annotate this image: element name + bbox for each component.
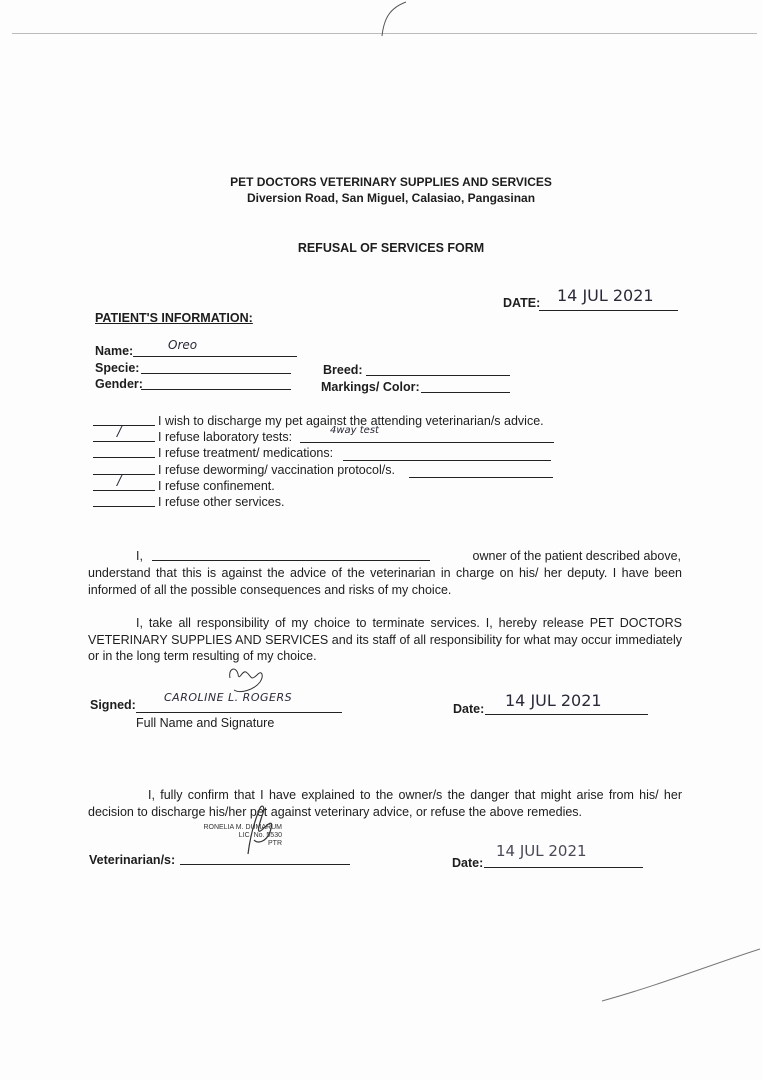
- date-label: DATE:: [503, 296, 541, 310]
- paragraph-3: I, fully confirm that I have explained to the owner/s the danger that might arise from his/ her decision to discharge his/her pet against veterinary advice, or refuse the above remedies.: [88, 788, 682, 819]
- company-address: Diversion Road, San Miguel, Calasiao, Pangasinan: [246, 191, 536, 205]
- option-blank[interactable]: [93, 493, 155, 507]
- name-value: Oreo: [168, 338, 198, 352]
- deworming-detail-field[interactable]: [409, 464, 553, 478]
- markings-label: Markings/ Color:: [321, 380, 420, 394]
- vet-date-value: 14 JUL 2021: [496, 842, 587, 860]
- lab-tests-detail: 4way test: [330, 425, 379, 436]
- option-blank[interactable]: [93, 425, 155, 442]
- paragraph-2: I, take all responsibility of my choice to terminate services. I, hereby release PET DOCTORS VETERINARY SUPPLIES AND SERVICES and its staff of all responsibility for what may occur immediately or in the long term resulting of my choice.: [88, 616, 682, 663]
- check-mark: /: [117, 425, 122, 440]
- option-blank[interactable]: [93, 444, 155, 458]
- owner-date-value: 14 JUL 2021: [505, 691, 602, 710]
- vet-label: Veterinarian/s:: [89, 853, 176, 867]
- vet-date-label: Date:: [452, 856, 484, 870]
- option-text: I refuse treatment/ medications:: [158, 446, 334, 460]
- full-name-caption: Full Name and Signature: [136, 716, 275, 730]
- form-title: REFUSAL OF SERVICES FORM: [297, 241, 485, 255]
- name-label: Name:: [95, 344, 134, 358]
- option-text: I wish to discharge my pet against the attending veterinarian/s advice.: [158, 414, 544, 428]
- check-mark: /: [117, 474, 122, 489]
- owner-name-field[interactable]: [152, 545, 430, 561]
- option-blank[interactable]: [93, 461, 155, 475]
- treatment-detail-field[interactable]: [343, 447, 551, 461]
- vet-date-field[interactable]: [484, 842, 643, 868]
- specie-field[interactable]: [141, 359, 291, 374]
- stamp-license: LIC. No. 5530: [238, 832, 282, 839]
- option-text: I refuse deworming/ vaccination protocol/s.: [158, 463, 395, 477]
- date-value: 14 JUL 2021: [557, 286, 654, 305]
- owner-date-label: Date:: [453, 702, 485, 716]
- owner-date-field[interactable]: [485, 691, 648, 715]
- breed-label: Breed:: [323, 363, 363, 377]
- owner-signature-field[interactable]: [136, 691, 342, 713]
- gender-label: Gender:: [95, 377, 143, 391]
- company-name: PET DOCTORS VETERINARY SUPPLIES AND SERVICES: [230, 175, 552, 189]
- date-field[interactable]: [539, 286, 678, 311]
- name-field[interactable]: [133, 340, 297, 357]
- p1-start: I,: [136, 549, 143, 563]
- option-text: I refuse laboratory tests:: [158, 430, 293, 444]
- scan-mark-bottom: [600, 945, 762, 1005]
- specie-label: Specie:: [95, 361, 140, 375]
- option-blank[interactable]: [93, 474, 155, 491]
- markings-field[interactable]: [421, 378, 510, 393]
- option-text: I refuse confinement.: [158, 479, 275, 493]
- signed-label: Signed:: [90, 698, 136, 712]
- p1-after: owner of the patient described above,: [472, 549, 681, 563]
- lab-tests-detail-field[interactable]: [300, 425, 554, 443]
- stamp-name: RONELIA M. DUMARUM: [203, 824, 282, 831]
- gender-field[interactable]: [141, 375, 291, 390]
- paragraph-1: understand that this is against the advice of the veterinarian in charge on his/ her deputy. I have been informed of all the possible consequences and risks of my choice.: [88, 566, 682, 597]
- patient-section-title: PATIENT'S INFORMATION:: [95, 311, 253, 325]
- vet-signature-field[interactable]: [180, 850, 350, 865]
- option-blank[interactable]: [93, 412, 155, 426]
- stamp-ptr: PTR: [268, 840, 282, 847]
- breed-field[interactable]: [366, 361, 510, 376]
- scan-mark: [370, 0, 410, 40]
- option-text: I refuse other services.: [158, 495, 285, 509]
- owner-signature-value: CAROLINE L. ROGERS: [164, 691, 293, 704]
